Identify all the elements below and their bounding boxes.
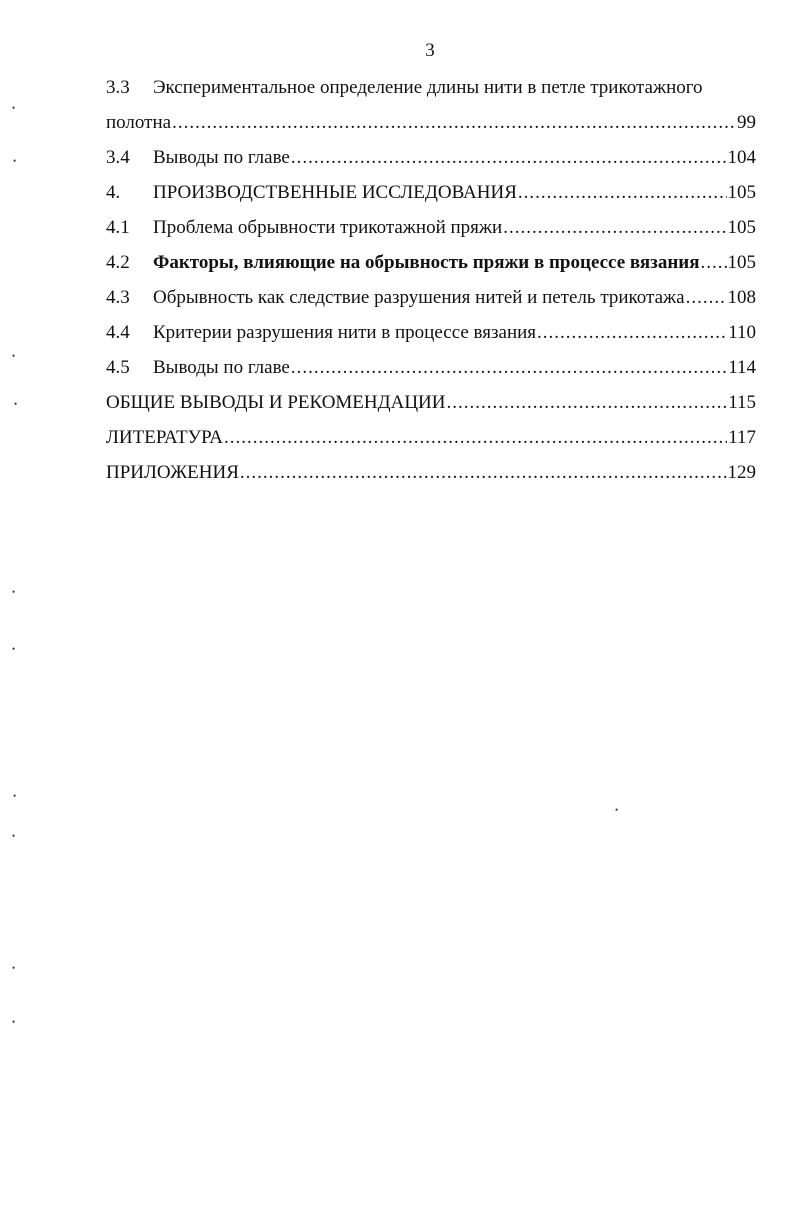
toc-entry-number: 4.1 [106,217,130,238]
toc-entry-number: 4.5 [106,357,130,378]
scan-speck: • [12,351,16,361]
toc-entry [106,350,756,385]
toc-entry-page: 105 [727,252,756,273]
toc-entry-number: 4.3 [106,287,130,308]
toc-entry-title: Выводы по главе [153,147,290,168]
toc-leader-dots [537,315,727,350]
toc-entry-page: 129 [727,462,756,483]
toc-entry-page: 99 [737,112,756,133]
toc-leader-dots [518,175,727,210]
scan-speck: • [12,103,16,113]
toc-entry-title: Факторы, влияющие на обрывность пряжи в процессе вязания [153,252,700,273]
toc-entry-number: 4.2 [106,252,130,273]
toc-entry [106,140,756,175]
toc-entry [106,245,756,280]
toc-entry-literature [106,420,756,455]
toc-entry-appendices [106,455,756,490]
scan-speck: • [12,831,16,841]
toc-leader-dots [240,455,727,490]
toc-entry-page: 105 [727,217,756,238]
toc-entry [106,315,756,350]
toc-entry-title: Выводы по главе [153,357,290,378]
toc-entry-title: ПРОИЗВОДСТВЕННЫЕ ИССЛЕДОВАНИЯ [153,182,517,203]
toc-leader-dots [686,280,727,315]
toc-entry-number: 4.4 [106,322,130,343]
toc-entry-title: Экспериментальное определение длины нити в петле трикотажного [153,77,703,98]
toc-leader-dots [503,210,726,245]
toc-entry-title: ЛИТЕРАТУРА [106,427,223,448]
toc-entry-page: 104 [727,147,756,168]
toc-leader-dots [224,420,727,455]
scan-speck: • [14,399,18,409]
toc-entry-page: 108 [727,287,756,308]
toc-entry-3-3-line1 [106,70,756,105]
scan-speck: • [12,963,16,973]
toc-leader-dots [291,350,727,385]
toc-entry-title: Критерии разрушения нити в процессе вязания [153,322,537,343]
scan-speck: • [12,587,16,597]
toc-entry [106,280,756,315]
toc-entry-chapter [106,175,756,210]
toc-entry-number: 3.4 [106,147,130,168]
toc-entry-page: 110 [728,322,756,343]
toc-entry-title: Обрывность как следствие разрушения нитей и петель трикотажа [153,287,685,308]
toc-leader-dots [701,245,727,280]
toc-leader-dots [291,140,727,175]
scan-speck: • [12,644,16,654]
toc-entry-title: Проблема обрывности трикотажной пряжи [153,217,503,238]
toc-entry-conclusions [106,385,756,420]
table-of-contents [106,70,756,490]
toc-entry-title-cont: полотна [106,112,172,133]
scan-speck: • [12,1017,16,1027]
toc-entry-number: 4. [106,182,121,203]
toc-entry-title: ПРИЛОЖЕНИЯ [106,462,239,483]
toc-entry-page: 105 [727,182,756,203]
toc-leader-dots [172,105,736,140]
scan-speck: • [13,156,17,166]
scan-speck: • [13,791,17,801]
toc-entry-title: ОБЩИЕ ВЫВОДЫ И РЕКОМЕНДАЦИИ [106,392,446,413]
toc-leader-dots [446,385,727,420]
scan-speck: • [615,805,619,815]
page-number: 3 [425,40,435,61]
toc-entry-number: 3.3 [106,77,130,98]
toc-entry-page: 114 [728,357,756,378]
toc-entry-3-3-line2 [106,105,756,140]
toc-entry-page: 115 [728,392,756,413]
toc-entry [106,210,756,245]
toc-entry-page: 117 [728,427,756,448]
